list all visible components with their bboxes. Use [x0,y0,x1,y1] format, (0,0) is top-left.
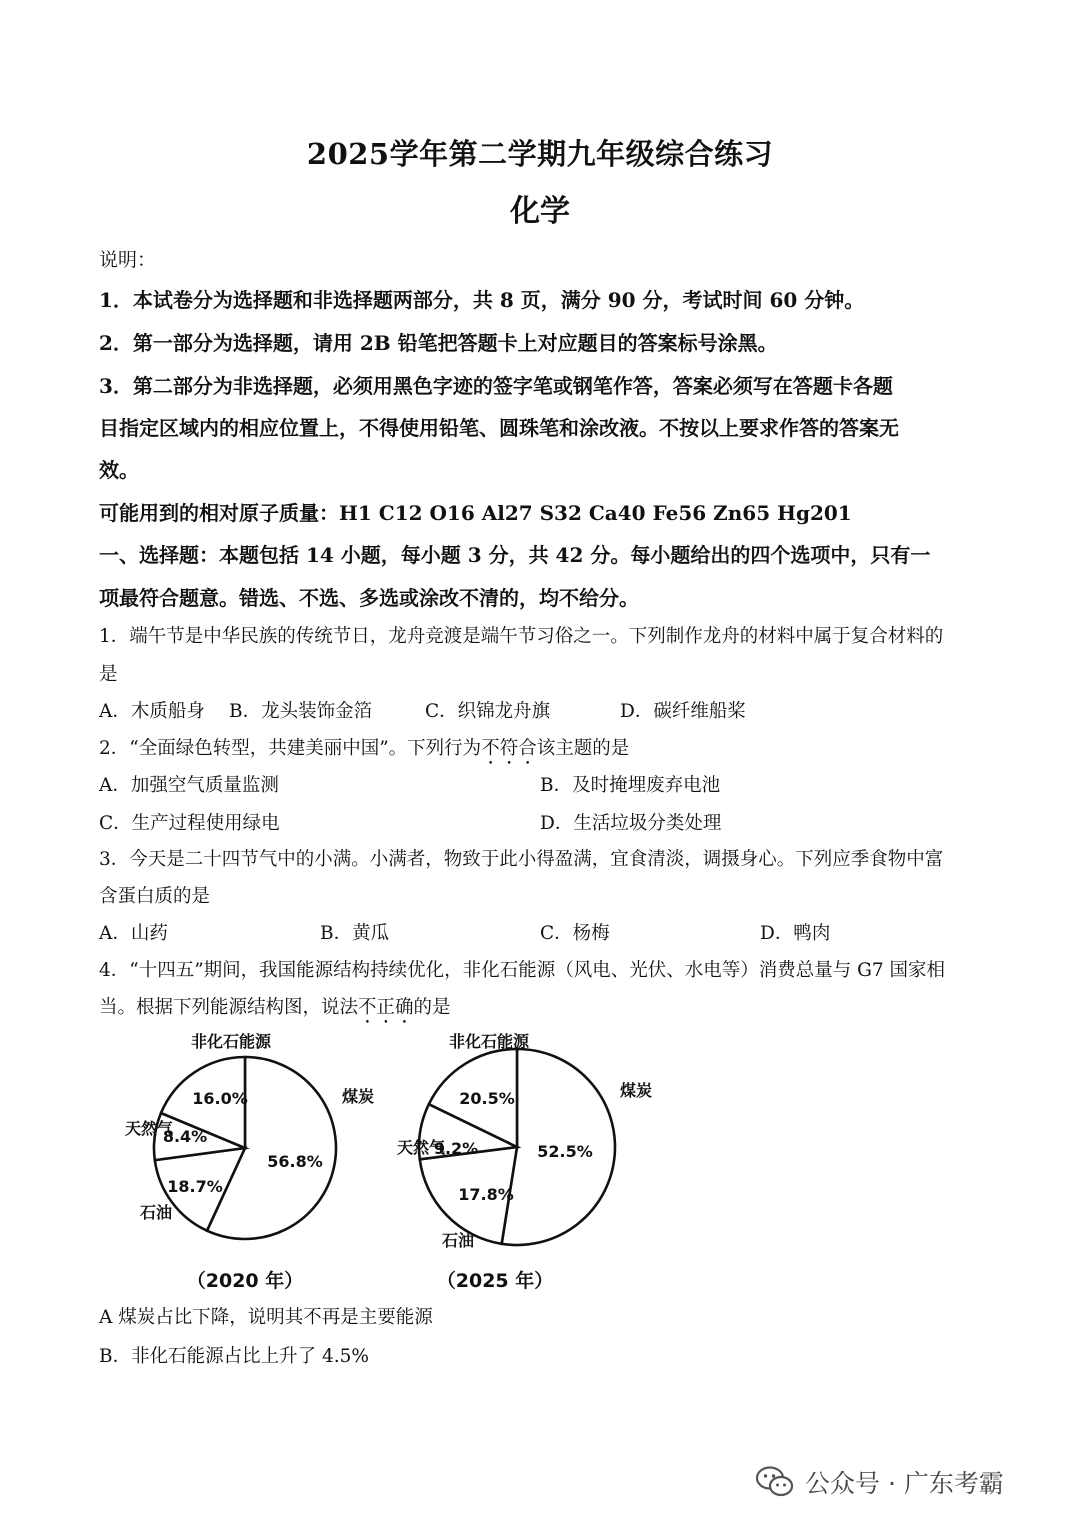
pie-2025-title: （2025 年） [436,1270,554,1292]
watermark [755,1464,1004,1500]
question-2-option-c: C．生产过程使用绿电 [99,813,280,834]
wechat-icon [755,1465,795,1499]
pie-2025-category-coal: 煤炭 [620,1081,653,1100]
question-3-option-d: D．鸭肉 [760,923,831,944]
instructions-heading: 说明： [99,249,157,271]
question-1-option-d: D．碳纤维船桨 [620,701,746,722]
pie-2025-value-oil: 17.8% [458,1185,514,1204]
instruction-item-3-line-2: 目指定区域内的相应位置上，不得使用铅笔、圆珠笔和涂改液。不按以上要求作答的答案无 [99,416,899,440]
question-3-stem-line-1: 3．今天是二十四节气中的小满。小满者，物致于此小得盈满，宜食清淡，调摄身心。下列应季食物中富 [99,849,944,870]
pie-2020-category-natural-gas: 天然气 [125,1119,174,1138]
pie-2025-category-non-fossil: 非化石能源 [449,1032,530,1051]
question-2-option-d: D．生活垃圾分类处理 [540,813,722,834]
instruction-item-3-line-3: 效。 [99,458,139,482]
pie-2020-title: （2020 年） [186,1270,304,1292]
section-1-heading-line-1: 一、选择题：本题包括 14 小题，每小题 3 分，共 42 分。每小题给出的四个选项中，只有一 [99,543,931,567]
question-2-stem [99,737,629,769]
question-1-stem-line-2: 是 [99,664,118,685]
question-4-option-a: A 煤炭占比下降，说明其不再是主要能源 [99,1307,433,1328]
question-4-stem-prefix: 当。根据下列能源结构图，说法 [99,997,359,1018]
pie-2025-category-natural-gas: 天然气 [397,1138,446,1157]
question-4-stem-suffix: 的是 [413,997,451,1018]
pie-2020-value-coal: 56.8% [267,1152,323,1171]
question-4-stem-line-1: 4．“十四五”期间，我国能源结构持续优化，非化石能源（风电、光伏、水电等）消费总量与 G7 国家相 [99,960,945,981]
question-3-option-b: B．黄瓜 [320,923,390,944]
question-1-option-a: A．木质船身 [99,701,205,722]
pie-2020-category-oil: 石油 [140,1203,173,1222]
question-4-stem-emphasis: 不正确 [358,997,414,1018]
question-1-option-c: C．织锦龙舟旗 [425,701,551,722]
question-2-stem-suffix: 该主题的是 [536,738,630,759]
pie-2020-value-natural-gas: 8.4% [162,1127,208,1146]
question-2-option-a: A．加强空气质量监测 [99,775,279,796]
question-2-stem-prefix: 2．“全面绿色转型，共建美丽中国”。下列行为 [99,738,482,759]
instruction-item-3-line-1: 3．第二部分为非选择题，必须用黑色字迹的签字笔或钢笔作答，答案必须写在答题卡各题 [99,374,893,398]
exam-title: 2025学年第二学期九年级综合练习 [306,137,774,171]
pie-2025-value-non-fossil: 20.5% [459,1089,515,1108]
atomic-masses: 可能用到的相对原子质量：H1 C12 O16 Al27 S32 Ca40 Fe56 Zn65 Hg201 [99,501,852,525]
pie-2020-value-oil: 18.7% [167,1177,223,1196]
question-2-stem-emphasis: 不符合 [481,738,537,759]
subject-title: 化学 [510,194,570,229]
pie-2020-value-non-fossil: 16.0% [192,1089,248,1108]
energy-structure-pie-charts [95,1030,655,1300]
pie-2020-category-non-fossil: 非化石能源 [191,1032,272,1051]
pie-2025-value-natural-gas: 9.2% [433,1139,479,1158]
question-3-stem-line-2: 含蛋白质的是 [99,886,211,907]
question-2-option-b: B．及时掩埋废弃电池 [540,775,721,796]
instruction-item-2: 2．第一部分为选择题，请用 2B 铅笔把答题卡上对应题目的答案标号涂黑。 [99,331,778,355]
question-3-option-c: C．杨梅 [540,923,610,944]
pie-2025-category-oil: 石油 [442,1231,475,1250]
question-1-option-b: B．龙头装饰金箔 [229,701,373,722]
question-4-option-b: B．非化石能源占比上升了 4.5% [99,1346,369,1367]
pie-2020-category-coal: 煤炭 [342,1087,375,1106]
pie-2025-value-coal: 52.5% [537,1142,593,1161]
question-3-option-a: A．山药 [99,923,168,944]
question-4-stem-line-2 [99,996,451,1028]
instruction-item-1: 1．本试卷分为选择题和非选择题两部分，共 8 页，满分 90 分，考试时间 60 分钟。 [99,288,865,312]
watermark-text: 公众号 · 广东考霸 [805,1469,1004,1498]
question-1-stem-line-1: 1．端午节是中华民族的传统节日，龙舟竞渡是端午节习俗之一。下列制作龙舟的材料中属于复合材料的 [99,626,944,647]
section-1-heading-line-2: 项最符合题意。错选、不选、多选或涂改不清的，均不给分。 [99,586,639,610]
